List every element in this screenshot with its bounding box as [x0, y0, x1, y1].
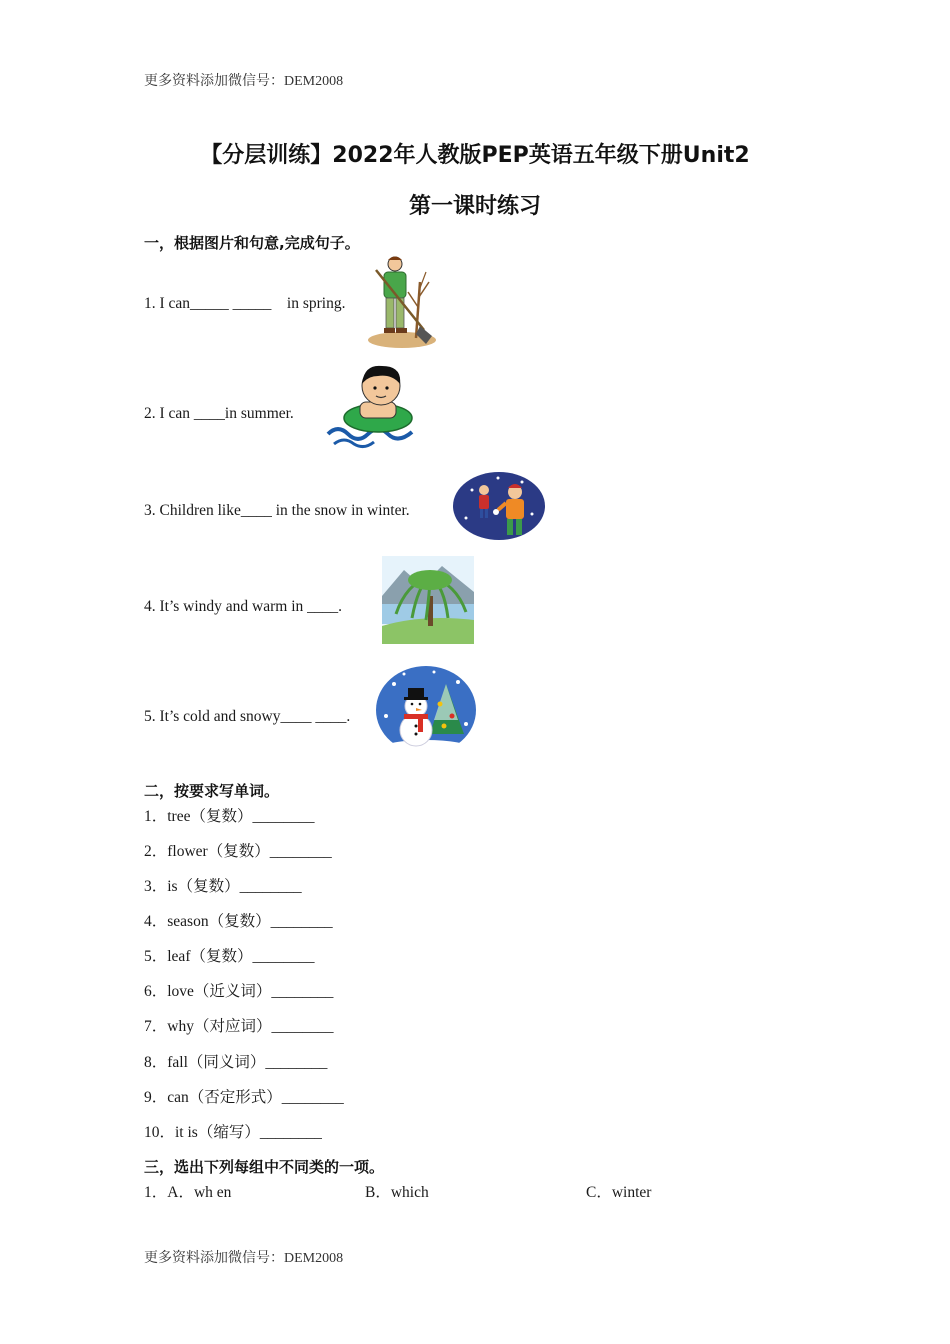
snowman-winter-picture: [374, 664, 478, 756]
section2-heading: 二，按要求写单词。: [144, 782, 280, 800]
s2-item-5: 5．leaf（复数）________: [144, 948, 315, 965]
man-planting-tree-picture: [362, 252, 438, 350]
s2-item-8: 8．fall（同义词）________: [144, 1054, 328, 1071]
s1-question-4: 4. It’s windy and warm in ____.: [144, 598, 343, 615]
willow-tree-spring-picture: [382, 556, 474, 644]
section1-heading: 一，根据图片和句意,完成句子。: [144, 234, 360, 252]
s3-q1-option-a: 1．A．wh en: [144, 1184, 232, 1201]
s2-item-1: 1．tree（复数）________: [144, 808, 315, 825]
s3-q1-option-c: C．winter: [586, 1184, 652, 1201]
s2-item-6: 6．love（近义词）________: [144, 983, 334, 1000]
s2-item-10: 10．it is（缩写）________: [144, 1124, 322, 1141]
boy-swimming-picture: [326, 362, 418, 450]
s2-item-4: 4．season（复数）________: [144, 913, 333, 930]
page-header: 更多资料添加微信号：DEM2008: [144, 74, 344, 89]
s3-q1-option-b: B．which: [365, 1184, 429, 1201]
page-subtitle: 第一课时练习: [408, 194, 541, 219]
s1-question-3: 3. Children like____ in the snow in winter.: [144, 502, 410, 519]
s1-question-1: 1. I can_____ _____ in spring.: [144, 295, 346, 312]
s1-question-2: 2. I can ____in summer.: [144, 405, 294, 422]
s2-item-3: 3．is（复数）________: [144, 878, 302, 895]
page-title: 【分层训练】2022年人教版PEP英语五年级下册Unit2: [200, 143, 750, 168]
s2-item-9: 9．can（否定形式）________: [144, 1089, 344, 1106]
s1-question-5: 5. It’s cold and snowy____ ____.: [144, 708, 351, 725]
s2-item-2: 2．flower（复数）________: [144, 843, 332, 860]
section3-heading: 三，选出下列每组中不同类的一项。: [144, 1158, 385, 1176]
children-snowball-fight-picture: [452, 470, 546, 546]
page-footer: 更多资料添加微信号：DEM2008: [144, 1251, 344, 1266]
s2-item-7: 7．why（对应词）________: [144, 1018, 334, 1035]
